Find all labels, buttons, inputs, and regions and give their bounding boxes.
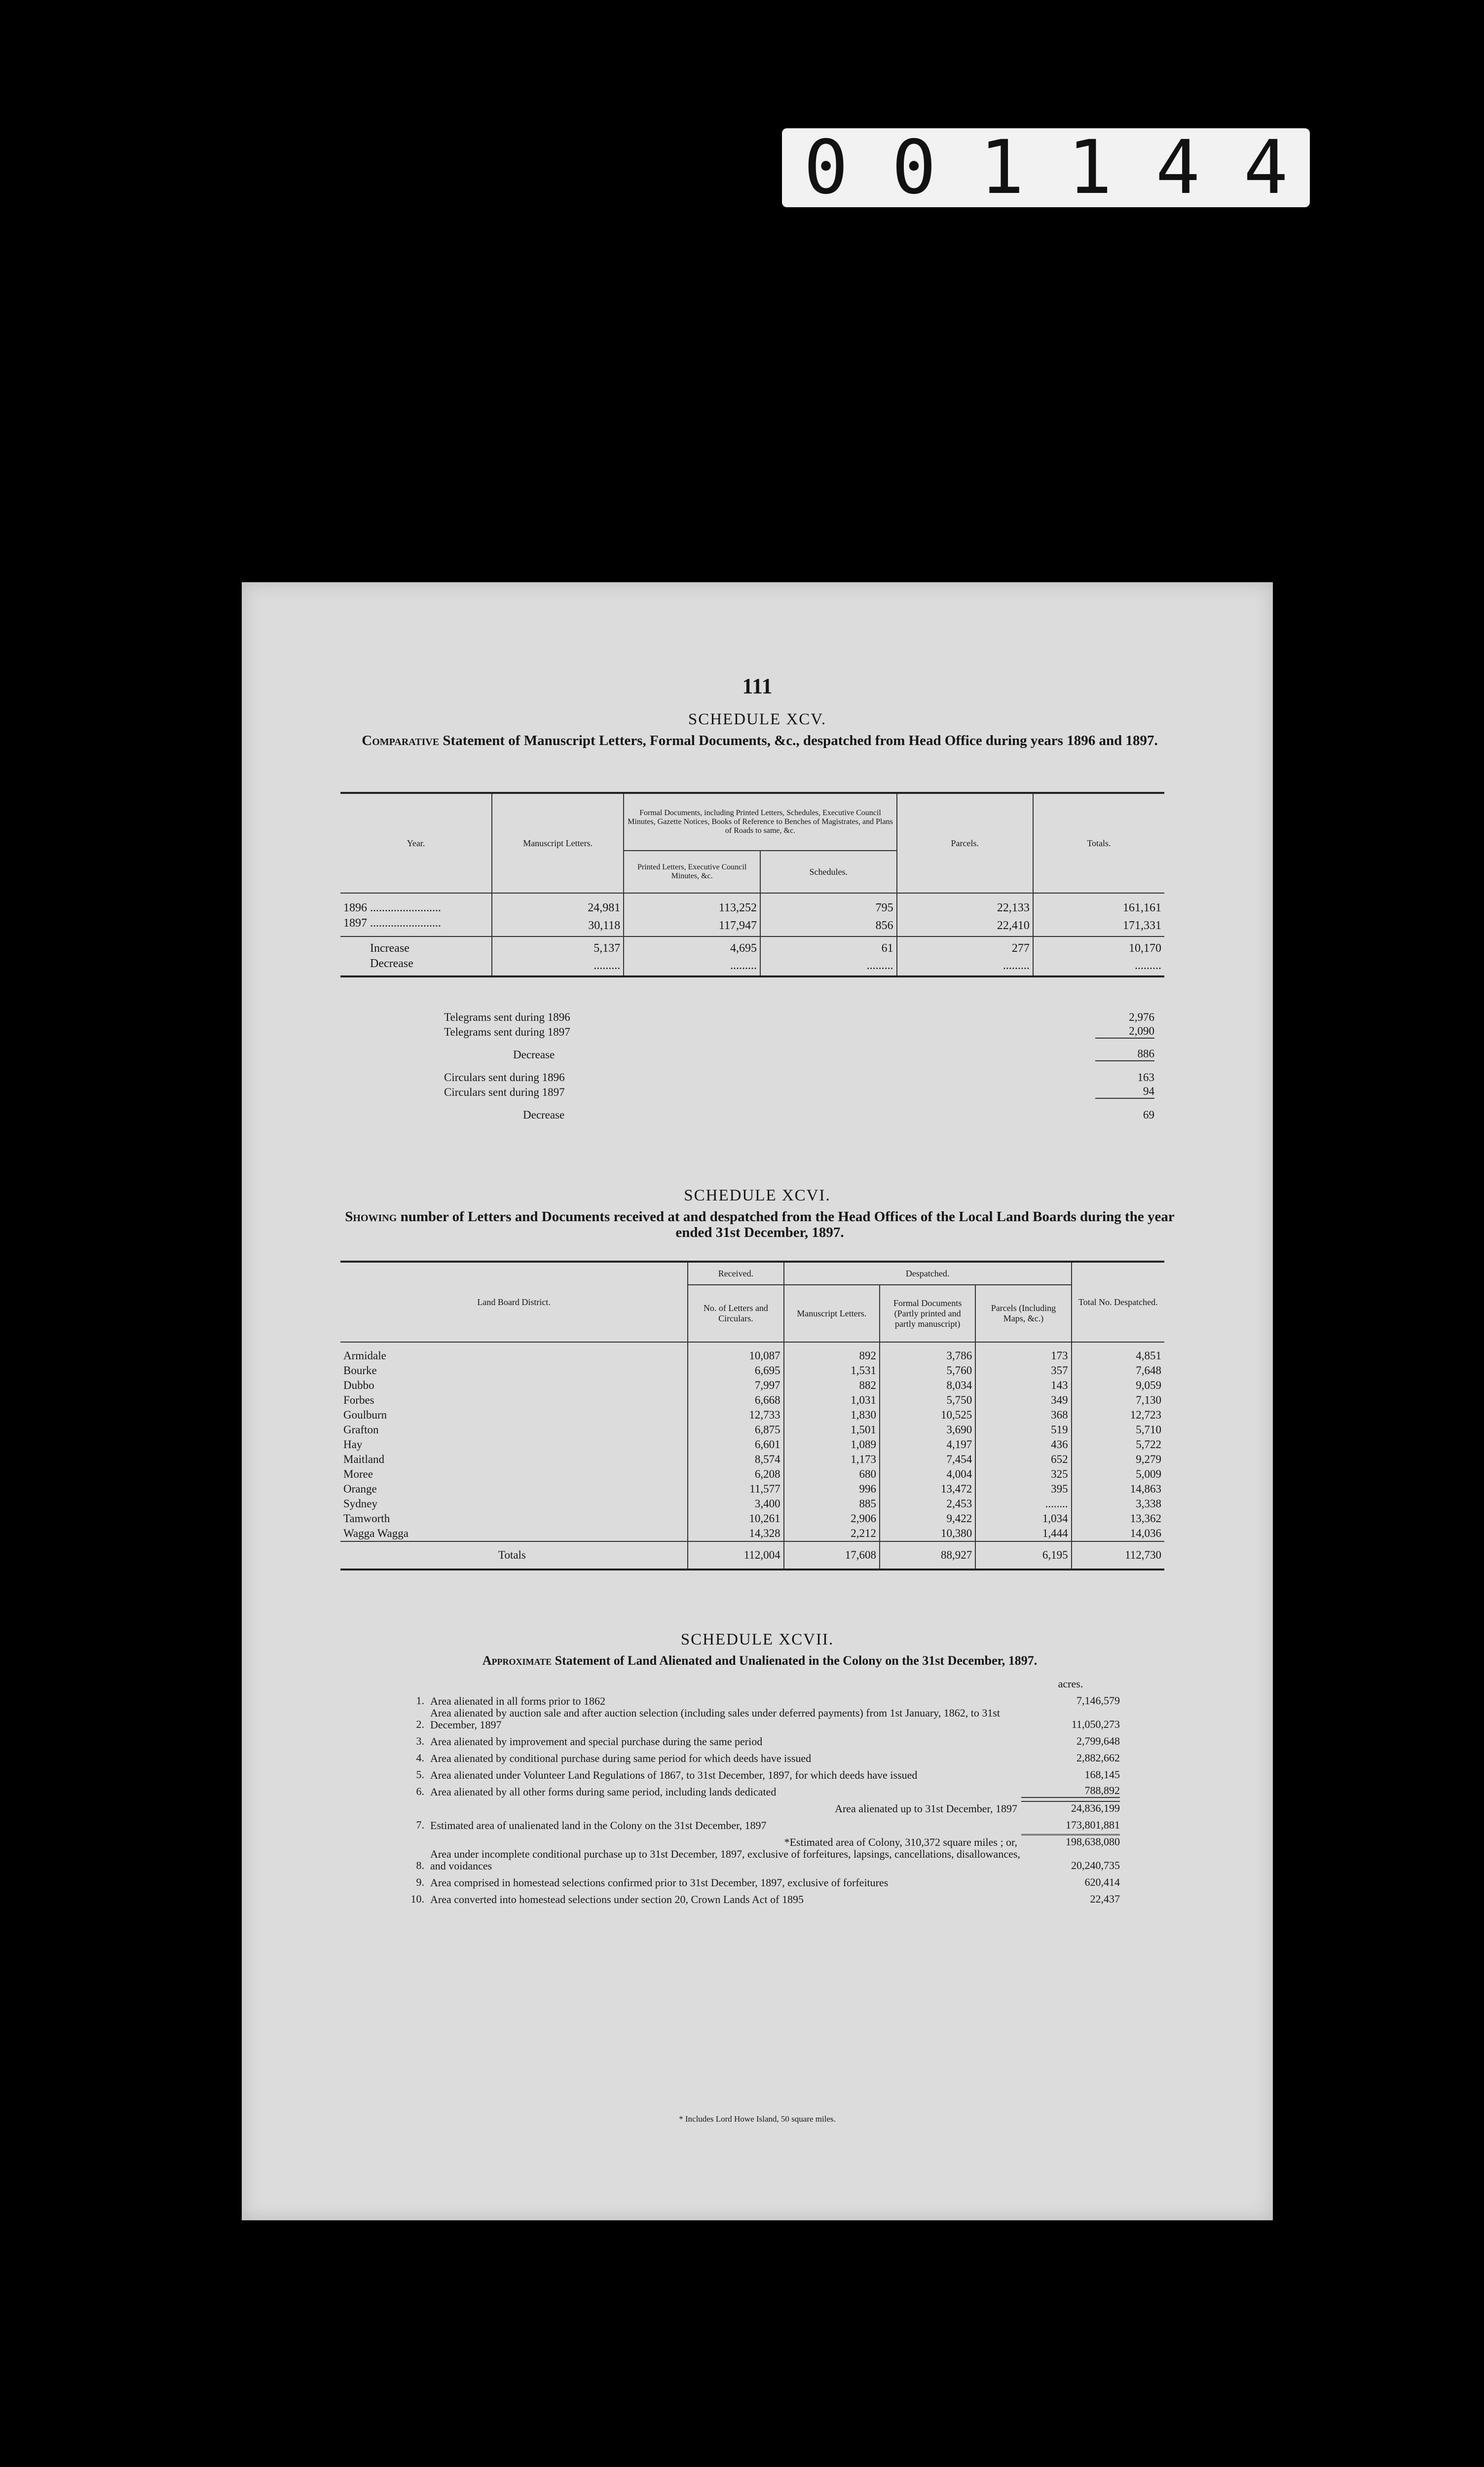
- increase-printed: 4,695: [624, 936, 760, 956]
- table-row: [340, 893, 1164, 916]
- formal-cell: 2,453: [880, 1496, 975, 1511]
- received-cell: 6,875: [688, 1422, 783, 1437]
- item-number: 5.: [416, 1768, 424, 1781]
- item-number: 6.: [416, 1785, 424, 1797]
- item-value: 788,892: [1021, 1784, 1120, 1798]
- subtotal-value: 24,836,199: [1021, 1801, 1120, 1815]
- schedule-97-caption: [340, 1653, 1179, 1669]
- list-item: [405, 1781, 1120, 1798]
- total-cell: 9,059: [1136, 1379, 1161, 1391]
- stamp-digit: 0: [891, 125, 936, 211]
- formal-cell: 5,760: [880, 1363, 975, 1378]
- item-label: Area alienated by improvement and special purchase during the same period: [430, 1735, 763, 1748]
- item-value: 168,145: [1084, 1768, 1120, 1781]
- total-cell: 4,851: [1136, 1349, 1161, 1362]
- list-item: [444, 1009, 1154, 1024]
- telegrams-circulars-block: [444, 1009, 1154, 1121]
- parcels-cell: 652: [975, 1452, 1071, 1467]
- formal-cell: 5,750: [880, 1393, 975, 1408]
- table-row: [340, 1511, 1164, 1526]
- col-letters-circulars: No. of Letters and Circulars.: [688, 1285, 783, 1342]
- telegrams-1897-label: Telegrams sent during 1897: [444, 1026, 570, 1038]
- circulars-1896-label: Circulars sent during 1896: [444, 1071, 565, 1084]
- telegrams-1896-value: 2,976: [1129, 1011, 1154, 1023]
- list-item: [444, 1039, 1154, 1061]
- received-cell: 10,087: [688, 1342, 783, 1363]
- item-value: 20,240,735: [1071, 1859, 1120, 1871]
- col-parcels: Parcels (Including Maps, &c.): [975, 1285, 1071, 1342]
- decrease-parcels: .........: [897, 956, 1033, 976]
- col-manuscript: Manuscript Letters.: [784, 1285, 880, 1342]
- total-cell: 5,009: [1136, 1468, 1161, 1480]
- year-cell: 1896: [343, 901, 367, 914]
- parcels-cell: 395: [975, 1482, 1071, 1496]
- totals-cell: 161,161: [1123, 901, 1161, 914]
- schedules-cell: 856: [760, 916, 897, 936]
- year-cell: 1897: [343, 917, 367, 930]
- circular-decrease-value: 69: [1143, 1109, 1154, 1121]
- increase-label: Increase: [340, 936, 492, 956]
- manuscript-cell: 885: [784, 1496, 880, 1511]
- totals-cell: 171,331: [1123, 919, 1161, 932]
- manuscript-cell: 1,531: [784, 1363, 880, 1378]
- received-cell: 6,601: [688, 1437, 783, 1452]
- subtotal-label: Area alienated up to 31st December, 1897: [835, 1802, 1017, 1815]
- received-cell: 3,400: [688, 1496, 783, 1511]
- formal-cell: 8,034: [880, 1378, 975, 1393]
- table-row: [340, 1452, 1164, 1467]
- col-formal: Formal Documents (Partly printed and partly manuscript): [880, 1285, 975, 1342]
- stamp-digit: 0: [804, 125, 849, 211]
- parcels-cell: 436: [975, 1437, 1071, 1452]
- item-label: Area alienated by conditional purchase during same period for which deeds have issued: [430, 1752, 812, 1764]
- decrease-label: Decrease: [340, 956, 492, 976]
- estimate-row: [405, 1832, 1120, 1848]
- list-item: [444, 1084, 1154, 1099]
- leader-dots: ........................: [370, 917, 441, 930]
- item-label: Area under incomplete conditional purchase up to 31st December, 1897, exclusive of forfeitures, lapsings, cancellations, disallowances, and voidances: [430, 1848, 1020, 1872]
- formal-cell: 9,422: [880, 1511, 975, 1526]
- caption-text: number of Letters and Documents received at and despatched from the Head Offices of the Local Land Boards during the year ended 31st December, 1897.: [400, 1209, 1175, 1240]
- stamp-digit: 1: [979, 125, 1024, 211]
- caption-lead: Approximate: [482, 1653, 552, 1668]
- increase-totals: 10,170: [1129, 942, 1161, 955]
- item-value: 2,882,662: [1076, 1752, 1120, 1764]
- list-item: [405, 1764, 1120, 1781]
- item-number: 9.: [416, 1876, 424, 1888]
- formal-cell: 13,472: [880, 1482, 975, 1496]
- manuscript-cell: 1,089: [784, 1437, 880, 1452]
- totals-parcels: 6,195: [975, 1541, 1071, 1570]
- received-cell: 14,328: [688, 1526, 783, 1541]
- formal-cell: 7,454: [880, 1452, 975, 1467]
- subtotal-row: [405, 1798, 1120, 1815]
- manuscript-cell: 24,981: [492, 893, 624, 916]
- printed-cell: 117,947: [624, 916, 760, 936]
- total-cell: 3,338: [1136, 1497, 1161, 1510]
- table-row: [340, 1482, 1164, 1496]
- item-number: 4.: [416, 1752, 424, 1764]
- col-received: Received.: [688, 1262, 783, 1285]
- decrease-printed: .........: [624, 956, 760, 976]
- caption-lead: Comparative: [362, 733, 440, 748]
- item-value: 620,414: [1084, 1876, 1120, 1888]
- stamp-digit: 4: [1155, 125, 1200, 211]
- table-row: [340, 1393, 1164, 1408]
- circulars-1897-label: Circulars sent during 1897: [444, 1086, 565, 1098]
- col-printed: Printed Letters, Executive Council Minutes, &c.: [624, 851, 760, 893]
- telegram-decrease-value: 886: [1095, 1047, 1154, 1061]
- list-item: [405, 1707, 1120, 1731]
- table-row: [340, 1378, 1164, 1393]
- schedule-95-heading: SCHEDULE XCV.: [688, 710, 827, 728]
- parcels-cell: 143: [975, 1378, 1071, 1393]
- item-value: 7,146,579: [1076, 1694, 1120, 1707]
- received-cell: 8,574: [688, 1452, 783, 1467]
- stamp-digit: 1: [1067, 125, 1113, 211]
- manuscript-cell: 30,118: [492, 916, 624, 936]
- decrease-totals: .........: [1135, 959, 1161, 972]
- manuscript-cell: 1,501: [784, 1422, 880, 1437]
- district-cell: Dubbo: [340, 1378, 688, 1393]
- manuscript-cell: 1,830: [784, 1408, 880, 1422]
- manuscript-cell: 680: [784, 1467, 880, 1482]
- item-value: 2,799,648: [1076, 1735, 1120, 1747]
- item-number: 8.: [416, 1859, 424, 1871]
- parcels-cell: 22,133: [897, 893, 1033, 916]
- total-cell: 14,036: [1130, 1527, 1161, 1539]
- item-label: Area alienated under Volunteer Land Regulations of 1867, to 31st December, 1897, for which deeds have issued: [430, 1769, 918, 1781]
- list-item: [405, 1731, 1120, 1748]
- estimate-label: *Estimated area of Colony, 310,372 square miles ; or,: [784, 1836, 1017, 1848]
- page-number: 111: [742, 674, 773, 698]
- table-row: [340, 1437, 1164, 1452]
- table-row: [340, 1467, 1164, 1482]
- circular-decrease-label: Decrease: [523, 1109, 565, 1121]
- district-cell: Wagga Wagga: [340, 1526, 688, 1541]
- footnote: * Includes Lord Howe Island, 50 square miles.: [679, 2114, 836, 2124]
- circulars-1896-value: 163: [1137, 1071, 1154, 1084]
- increase-parcels: 277: [897, 936, 1033, 956]
- item-label: Area alienated by all other forms during same period, including lands dedicated: [430, 1786, 777, 1798]
- caption-lead: Showing: [345, 1209, 397, 1225]
- circulars-1897-value: 94: [1095, 1085, 1154, 1099]
- manuscript-cell: 996: [784, 1482, 880, 1496]
- schedules-cell: 795: [760, 893, 897, 916]
- received-cell: 11,577: [688, 1482, 783, 1496]
- parcels-cell: 1,444: [975, 1526, 1071, 1541]
- item-label: Area converted into homestead selections under section 20, Crown Lands Act of 1895: [430, 1893, 804, 1906]
- total-cell: 14,863: [1130, 1483, 1161, 1495]
- list-item: [405, 1690, 1120, 1707]
- item-number: 1.: [416, 1694, 424, 1707]
- increase-manuscript: 5,137: [492, 936, 624, 956]
- col-year: Year.: [340, 793, 492, 893]
- totals-row: [340, 1541, 1164, 1570]
- district-cell: Maitland: [340, 1452, 688, 1467]
- caption-text: Statement of Manuscript Letters, Formal Documents, &c., despatched from Head Office during years 1896 and 1897.: [443, 733, 1158, 748]
- col-despatched: Despatched.: [784, 1262, 1072, 1285]
- schedule-96-caption: [340, 1209, 1179, 1240]
- increase-row: [340, 936, 1164, 956]
- item-label: Area comprised in homestead selections confirmed prior to 31st December, 1897, exclusive of forfeitures: [430, 1876, 889, 1889]
- caption-text: Statement of Land Alienated and Unalienated in the Colony on the 31st December, 1897.: [555, 1653, 1038, 1668]
- unit-label: acres.: [1058, 1678, 1083, 1690]
- table-row: [340, 1496, 1164, 1511]
- leader-dots: ........................: [370, 901, 441, 914]
- increase-schedules: 61: [760, 936, 897, 956]
- schedule-96-body: [340, 1342, 1164, 1541]
- telegrams-1897-value: 2,090: [1095, 1025, 1154, 1039]
- table-row: [340, 1526, 1164, 1541]
- table-row: [340, 916, 1164, 936]
- formal-cell: 3,690: [880, 1422, 975, 1437]
- schedule-96-table: [340, 1261, 1164, 1570]
- col-parcels: Parcels.: [897, 793, 1033, 893]
- schedule-96-heading: SCHEDULE XCVI.: [684, 1187, 831, 1204]
- parcels-cell: 325: [975, 1467, 1071, 1482]
- schedule-97-items: [405, 1690, 1120, 1798]
- district-cell: Sydney: [340, 1496, 688, 1511]
- total-cell: 13,362: [1130, 1512, 1161, 1525]
- frame-number-stamp: [782, 125, 1310, 211]
- received-cell: 6,668: [688, 1393, 783, 1408]
- received-cell: 6,695: [688, 1363, 783, 1378]
- col-formal-documents: Formal Documents, including Printed Letters, Schedules, Executive Council Minutes, Gazette Notices, Books of Reference to Benches of Magistrates, and Plans of Roads to same, &c.: [624, 793, 896, 851]
- item-label: Area alienated in all forms prior to 1862: [430, 1695, 605, 1707]
- district-cell: Grafton: [340, 1422, 688, 1437]
- totals-received: 112,004: [688, 1541, 783, 1570]
- formal-cell: 3,786: [880, 1342, 975, 1363]
- stamp-digit: 4: [1243, 125, 1288, 211]
- col-district: Land Board District.: [340, 1262, 688, 1342]
- totals-label: Totals: [340, 1541, 688, 1570]
- formal-cell: 4,004: [880, 1467, 975, 1482]
- list-item: [405, 1889, 1120, 1906]
- totals-manuscript: 17,608: [784, 1541, 880, 1570]
- telegrams-1896-label: Telegrams sent during 1896: [444, 1011, 570, 1023]
- manuscript-cell: 1,031: [784, 1393, 880, 1408]
- printed-cell: 113,252: [624, 893, 760, 916]
- decrease-schedules: .........: [760, 956, 897, 976]
- parcels-cell: 357: [975, 1363, 1071, 1378]
- district-cell: Moree: [340, 1467, 688, 1482]
- schedule-97-list: [405, 1678, 1120, 1906]
- table-row: [340, 1408, 1164, 1422]
- total-cell: 5,710: [1136, 1423, 1161, 1436]
- col-total-despatched: Total No. Despatched.: [1078, 1297, 1158, 1307]
- parcels-cell: 22,410: [897, 916, 1033, 936]
- received-cell: 10,261: [688, 1511, 783, 1526]
- district-cell: Forbes: [340, 1393, 688, 1408]
- schedule-97-items-b: [405, 1848, 1120, 1906]
- district-cell: Orange: [340, 1482, 688, 1496]
- list-item: [444, 1061, 1154, 1084]
- telegram-decrease-label: Decrease: [513, 1048, 555, 1061]
- manuscript-cell: 2,906: [784, 1511, 880, 1526]
- district-cell: Hay: [340, 1437, 688, 1452]
- table-row: [340, 1363, 1164, 1378]
- totals-formal: 88,927: [880, 1541, 975, 1570]
- parcels-cell: 368: [975, 1408, 1071, 1422]
- total-cell: 12,723: [1130, 1409, 1161, 1421]
- item-number: 7.: [416, 1819, 424, 1831]
- schedule-97-heading: SCHEDULE XCVII.: [680, 1631, 834, 1648]
- formal-cell: 10,525: [880, 1408, 975, 1422]
- list-item: [405, 1748, 1120, 1764]
- total-cell: 9,279: [1136, 1453, 1161, 1465]
- table-row: [340, 1422, 1164, 1437]
- schedule-95-table: [340, 792, 1164, 977]
- total-cell: 7,130: [1136, 1394, 1161, 1406]
- totals-total: 112,730: [1125, 1549, 1161, 1561]
- formal-cell: 10,380: [880, 1526, 975, 1541]
- received-cell: 6,208: [688, 1467, 783, 1482]
- formal-cell: 4,197: [880, 1437, 975, 1452]
- manuscript-cell: 892: [784, 1342, 880, 1363]
- list-item: [444, 1099, 1154, 1121]
- parcels-cell: 173: [975, 1342, 1071, 1363]
- item-value: 22,437: [1090, 1893, 1120, 1905]
- parcels-cell: 349: [975, 1393, 1071, 1408]
- item-label: Area alienated by auction sale and after auction selection (including sales under deferred payments) from 1st January, 1862, to 31st December, 1897: [430, 1707, 1001, 1731]
- district-cell: Armidale: [340, 1342, 688, 1363]
- parcels-cell: 519: [975, 1422, 1071, 1437]
- document-page: [242, 582, 1273, 2220]
- item-number: 10.: [410, 1893, 424, 1905]
- col-totals: Totals.: [1087, 838, 1111, 848]
- estimate-value: 198,638,080: [1021, 1834, 1120, 1848]
- item-number: 3.: [416, 1735, 424, 1747]
- list-item: [405, 1815, 1120, 1832]
- col-manuscript: Manuscript Letters.: [492, 793, 624, 893]
- total-cell: 7,648: [1136, 1364, 1161, 1377]
- item-label: Estimated area of unalienated land in the Colony on the 31st December, 1897: [430, 1819, 767, 1832]
- schedule-95-caption: [340, 733, 1179, 748]
- list-item: [405, 1848, 1120, 1872]
- decrease-row: [340, 956, 1164, 976]
- item-value: 11,050,273: [1071, 1718, 1120, 1730]
- received-cell: 12,733: [688, 1408, 783, 1422]
- district-cell: Bourke: [340, 1363, 688, 1378]
- col-schedules: Schedules.: [760, 851, 897, 893]
- manuscript-cell: 1,173: [784, 1452, 880, 1467]
- district-cell: Goulburn: [340, 1408, 688, 1422]
- manuscript-cell: 2,212: [784, 1526, 880, 1541]
- manuscript-cell: 882: [784, 1378, 880, 1393]
- item-number: 2.: [416, 1718, 424, 1730]
- item-value: 173,801,881: [1066, 1819, 1120, 1831]
- parcels-cell: 1,034: [975, 1511, 1071, 1526]
- decrease-manuscript: .........: [492, 956, 624, 976]
- parcels-cell: ........: [975, 1496, 1071, 1511]
- district-cell: Tamworth: [340, 1511, 688, 1526]
- list-item: [405, 1872, 1120, 1889]
- table-row: [340, 1342, 1164, 1363]
- total-cell: 5,722: [1136, 1438, 1161, 1451]
- list-item: [444, 1024, 1154, 1039]
- received-cell: 7,997: [688, 1378, 783, 1393]
